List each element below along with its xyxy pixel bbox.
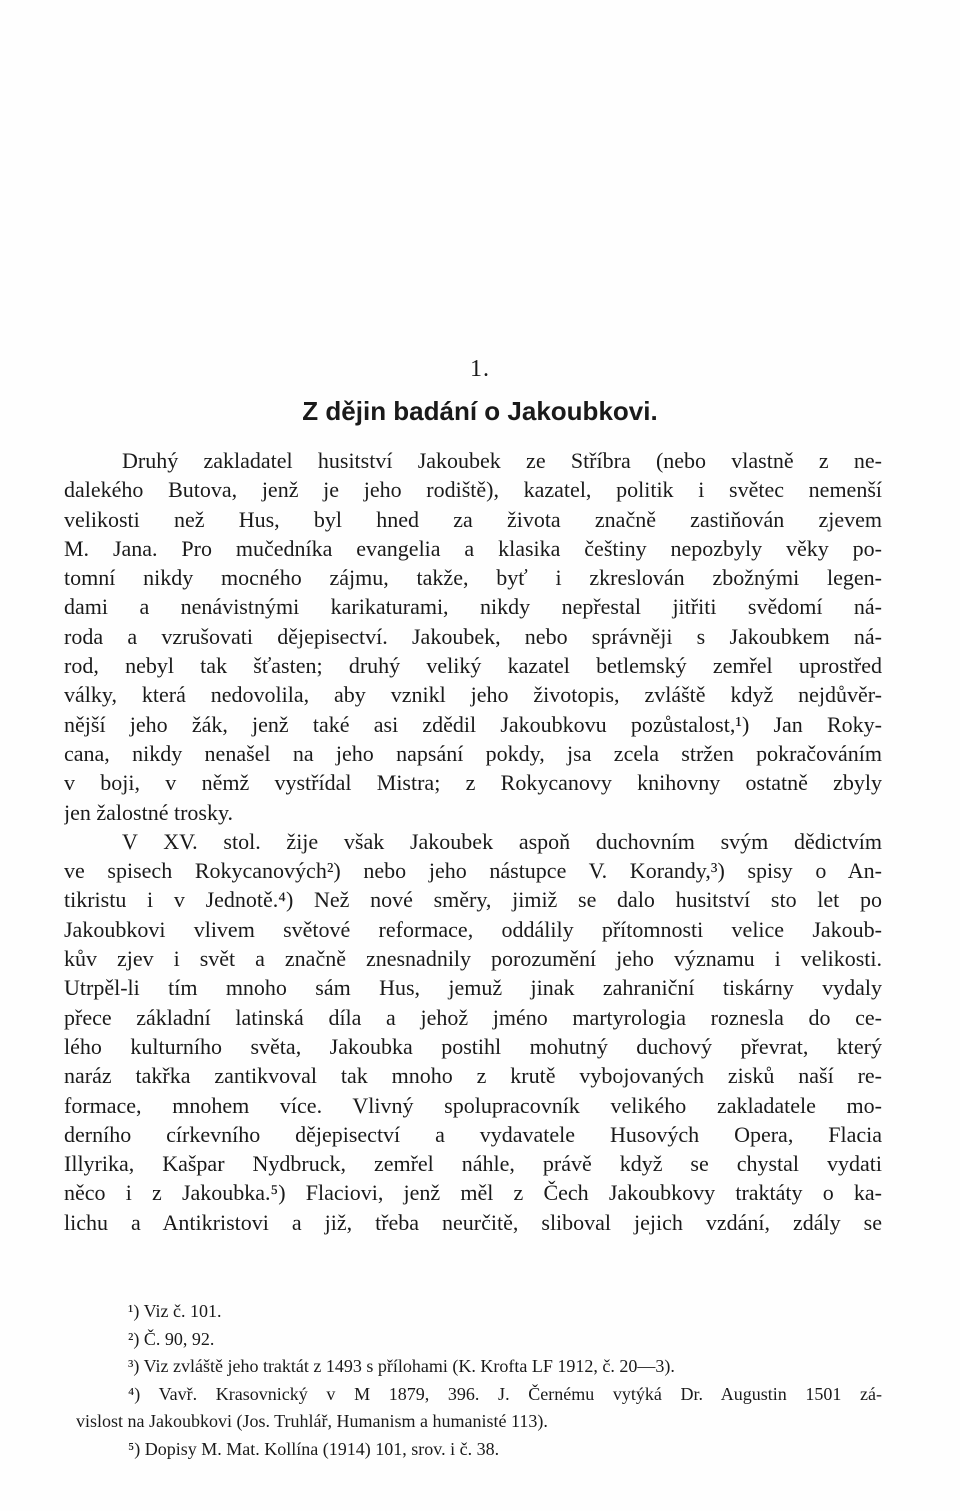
text-line: jen žalostné trosky. (64, 799, 234, 825)
text-line: v boji, v němž vystřídal Mistra; z Rokycanovy knihovny ostatně zbyly (64, 770, 882, 796)
footnote: ²) Č. 90, 92. (128, 1328, 215, 1349)
text-line: lého kulturního světa, Jakoubka postihl mohutný duchový převrat, který (64, 1033, 882, 1059)
footnote: ⁴) Vavř. Krasovnický v M 1879, 396. J. Černému vytýká Dr. Augustin 1501 zá- (128, 1383, 882, 1404)
text-line: tikristu i v Jednotě.⁴) Než nové směry, jimiž se dalo husitství sto let po (64, 887, 882, 913)
text-line: války, která nedovolila, aby vznikl jeho životopis, zvláště když nejdůvěr- (64, 682, 882, 708)
footnote: ³) Viz zvláště jeho traktát z 1493 s přílohami (K. Krofta LF 1912, č. 20—3). (128, 1356, 675, 1377)
chapter-number: 1. (470, 356, 490, 382)
text-line: Druhý zakladatel husitství Jakoubek ze Stříbra (nebo vlastně z ne- (122, 448, 882, 473)
text-line: přece základní latinská díla a jehož jméno martyrologia roznesla do ce- (64, 1004, 882, 1030)
text-line: cana, nikdy nenašel na jeho napsání pokdy, jsa zcela stržen pokračováním (64, 740, 882, 766)
text-line: tomní nikdy mocného zájmu, takže, byť i zkreslován zbožnými legen- (64, 565, 882, 591)
text-line: lichu a Antikristovi a již, třeba neurčitě, sliboval jejich vzdání, zdály se (64, 1209, 882, 1235)
text-line: V XV. stol. žije však Jakoubek aspoň duchovním svým dědictvím (122, 828, 882, 854)
text-line: Utrpěl-li tím mnoho sám Hus, jemuž jinak zahraniční tiskárny vydaly (64, 975, 882, 1001)
body-text (64, 446, 882, 1237)
text-line: derního církevního dějepisectví a vydavatele Husových Opera, Flacia (64, 1121, 882, 1147)
text-line: kův zjev i svět a značně znesnadnily porozumění jeho významu i velikosti. (64, 946, 882, 972)
text-line: velikosti než Hus, byl hned za života značně zastiňován zjevem (64, 506, 882, 532)
text-line: M. Jana. Pro mučedníka evangelia a klasika češtiny nepozbyly věky po- (64, 535, 882, 561)
text-line: dami a nenávistnými karikaturami, nikdy nepřestal jitřiti svědomí ná- (64, 594, 882, 620)
text-line: ve spisech Rokycanových²) nebo jeho nástupce V. Korandy,³) spisy o An- (64, 858, 882, 884)
text-line: roda a vzrušovati dějepisectví. Jakoubek, nebo správněji s Jakoubkem ná- (64, 623, 882, 649)
text-line: formace, mnohem více. Vlivný spolupracovník velikého zakladatele mo- (64, 1092, 882, 1118)
text-line: dalekého Butova, jenž je jeho rodiště), kazatel, politik i světec nemenší (64, 477, 882, 503)
text-line: Illyrika, Kašpar Nydbruck, zemřel náhle, právě když se chystal vydati (64, 1151, 882, 1177)
text-line: Jakoubkovi vlivem světové reformace, oddálily přítomnosti velice Jakoub- (64, 916, 882, 942)
chapter-title: Z dějin badání o Jakoubkovi. (302, 396, 658, 426)
footnotes (76, 1298, 882, 1464)
text-line: rod, nebyl tak šťasten; druhý veliký kazatel betlemský zemřel uprostřed (64, 653, 882, 679)
footnote: ¹) Viz č. 101. (128, 1301, 222, 1321)
text-line: něco i z Jakoubka.⁵) Flaciovi, jenž měl z Čech Jakoubkovy traktáty o ka- (64, 1180, 882, 1206)
text-line: nější jeho žák, jenž také asi zdědil Jakoubkovu pozůstalost,¹) Jan Roky- (64, 711, 882, 737)
footnote: ⁵) Dopisy M. Mat. Kollína (1914) 101, srov. i č. 38. (128, 1438, 500, 1459)
footnote: vislost na Jakoubkovi (Jos. Truhlář, Humanism a humanisté 113). (76, 1411, 548, 1432)
text-line: naráz takřka zantikvoval tak mnoho z krutě vybojovaných zisků naší re- (64, 1063, 882, 1089)
